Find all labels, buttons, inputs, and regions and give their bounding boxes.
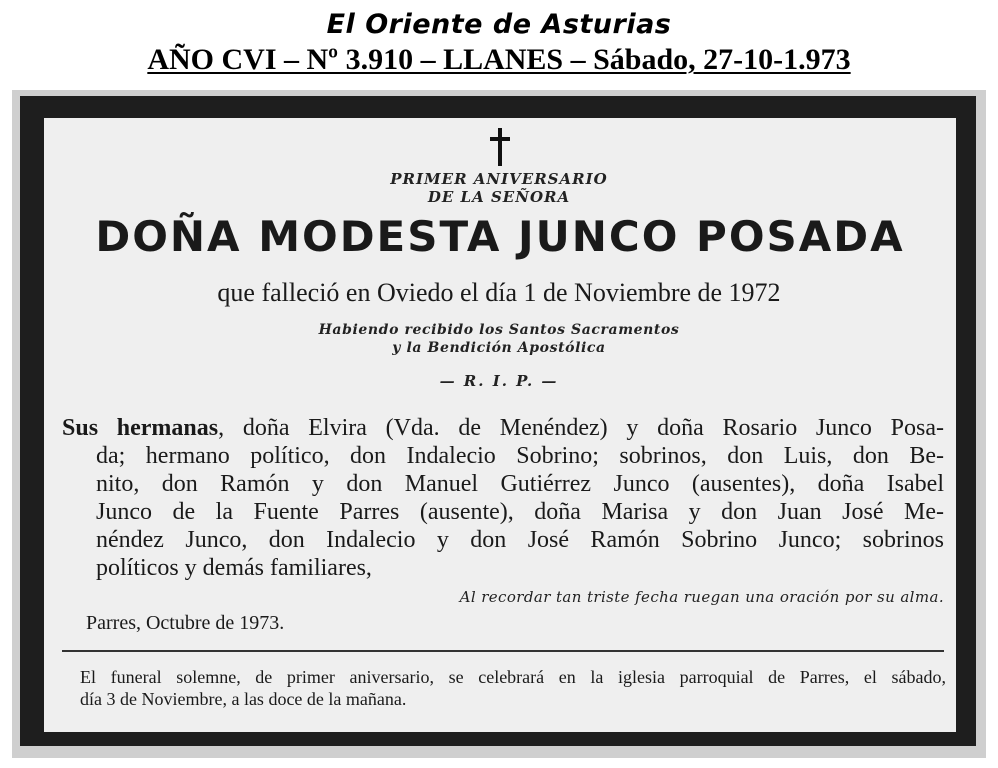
family-line: da; hermano político, don Indalecio Sobrino; sobrinos, don Luis, don Be- [96,443,944,469]
sacraments-line-2: y la Bendición Apostólica [392,340,606,356]
family-line: néndez Junco, don Indalecio y don José Ramón Sobrino Junco; sobrinos [96,527,944,553]
sacraments-line-1: Habiendo recibido los Santos Sacramentos [318,322,680,338]
funeral-announcement [80,666,946,710]
funeral-line-1: El funeral solemne, de primer aniversario, se celebrará en la iglesia parroquial de Parres, el sábado, [80,667,946,687]
cross-icon [490,128,510,166]
deceased-name: DOÑA MODESTA JUNCO POSADA [95,212,905,261]
divider [62,650,944,652]
place-date: Parres, Octubre de 1973. [86,612,285,634]
masthead [0,8,998,78]
funeral-line-2: día 3 de Noviembre, a las doce de la mañana. [80,689,407,709]
anniversary-heading: PRIMER ANIVERSARIO [390,170,608,188]
issue-line: AÑO CVI – Nº 3.910 – LLANES – Sábado, 27-10-1.973 [147,43,851,76]
newspaper-name: El Oriente de Asturias [326,9,672,40]
prayer-request: Al recordar tan triste fecha ruegan una oración por su alma. [459,588,944,606]
family-line [62,414,944,442]
family-line: políticos y demás familiares, [96,555,372,581]
rip-line: — R. I. P. — [439,372,559,390]
family-lead: Sus hermanas [62,415,219,441]
family-line-text: , doña Elvira (Vda. de Menéndez) y doña Rosario Junco Posa- [218,415,944,441]
family-line: nito, don Ramón y don Manuel Gutiérrez Junco (ausentes), doña Isabel [96,471,944,497]
anniversary-subheading: DE LA SEÑORA [427,188,571,206]
death-line: que falleció en Oviedo el día 1 de Noviembre de 1972 [217,278,781,307]
family-line: Junco de la Fuente Parres (ausente), doña Marisa y don Juan José Me- [96,499,944,525]
